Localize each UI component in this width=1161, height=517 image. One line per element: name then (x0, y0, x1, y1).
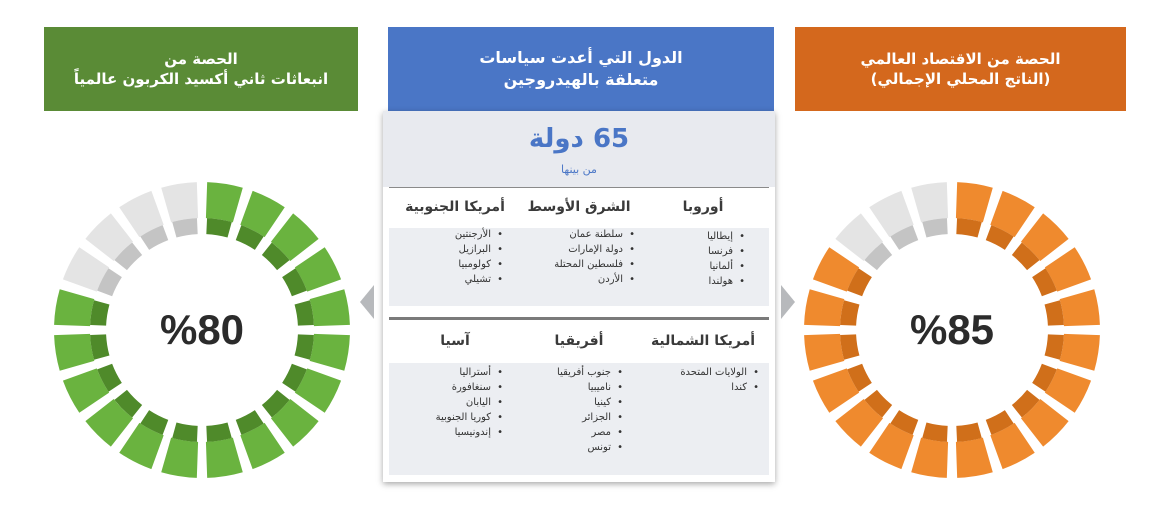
list-item: • هولندا (641, 274, 745, 289)
list-item: • الولايات المتحدة (641, 365, 759, 380)
gdp-share-header (795, 27, 1126, 111)
region-title: آسيا (440, 333, 470, 349)
list-item: • الجزائر (517, 410, 623, 425)
hydrogen-policies-header (388, 27, 774, 111)
list-item: • إندونيسيا (393, 425, 503, 440)
list-item: • اليابان (393, 395, 503, 410)
list-item: • كولومبيا (393, 257, 503, 272)
list-item: • تونس (517, 440, 623, 455)
list-item: • سلطنة عمان (517, 227, 635, 242)
hydrogen-header-line1: الدول التي أعدت سياسات (479, 48, 683, 68)
list-item: • كينيا (517, 395, 623, 410)
region-africa (517, 333, 641, 455)
list-item: • تشيلي (393, 272, 503, 287)
list-item: • فلسطين المحتلة (517, 257, 635, 272)
list-item: • الأرجنتين (393, 227, 503, 242)
region-title: أوروبا (682, 199, 724, 215)
arrow-right-icon (781, 285, 795, 319)
co2-share-header-line1: الحصة من (164, 49, 238, 68)
region-south-america (393, 199, 517, 287)
gdp-share-donut (802, 180, 1102, 480)
list-item: • ألمانيا (641, 259, 745, 274)
list-item: • سنغافورة (393, 380, 503, 395)
region-middle-east (517, 199, 641, 287)
gdp-share-header-line1: الحصة من الاقتصاد العالمي (860, 49, 1061, 68)
region-title: الشرق الأوسط (527, 199, 631, 215)
list-item: • مصر (517, 425, 623, 440)
list-item: • ناميبيا (517, 380, 623, 395)
countries-panel (383, 111, 775, 482)
country-count: 65 دولة (528, 124, 630, 154)
co2-share-header (44, 27, 358, 111)
divider (389, 187, 769, 188)
region-title: أمريكا الشمالية (650, 333, 756, 349)
list-item: • الأردن (517, 272, 635, 287)
region-title: أفريقيا (554, 333, 604, 349)
list-item: • إيطاليا (641, 229, 745, 244)
list-item: • دولة الإمارات (517, 242, 635, 257)
region-north-america (641, 333, 765, 395)
list-item: • أستراليا (393, 365, 503, 380)
list-item: • كوريا الجنوبية (393, 410, 503, 425)
hydrogen-header-line2: متعلقة بالهيدروجين (503, 70, 659, 89)
co2-share-header-line2: انبعاثات ثاني أكسيد الكربون عالمياً (73, 70, 329, 88)
count-box (383, 111, 775, 187)
list-item: • جنوب أفريقيا (517, 365, 623, 380)
gdp-share-percent: %85 (909, 306, 995, 353)
list-item: • البرازيل (393, 242, 503, 257)
gdp-share-header-line2: (الناتج المحلي الإجمالي) (870, 70, 1051, 88)
list-item: • كندا (641, 380, 759, 395)
arrow-left-icon (360, 285, 374, 319)
divider (389, 317, 769, 320)
co2-share-donut (52, 180, 352, 480)
region-asia (393, 333, 517, 440)
co2-share-percent: %80 (159, 306, 245, 353)
region-title: أمريكا الجنوبية (405, 199, 505, 215)
list-item: • فرنسا (641, 244, 745, 259)
count-subtitle: من بينها (561, 163, 597, 176)
region-europe (641, 199, 765, 289)
